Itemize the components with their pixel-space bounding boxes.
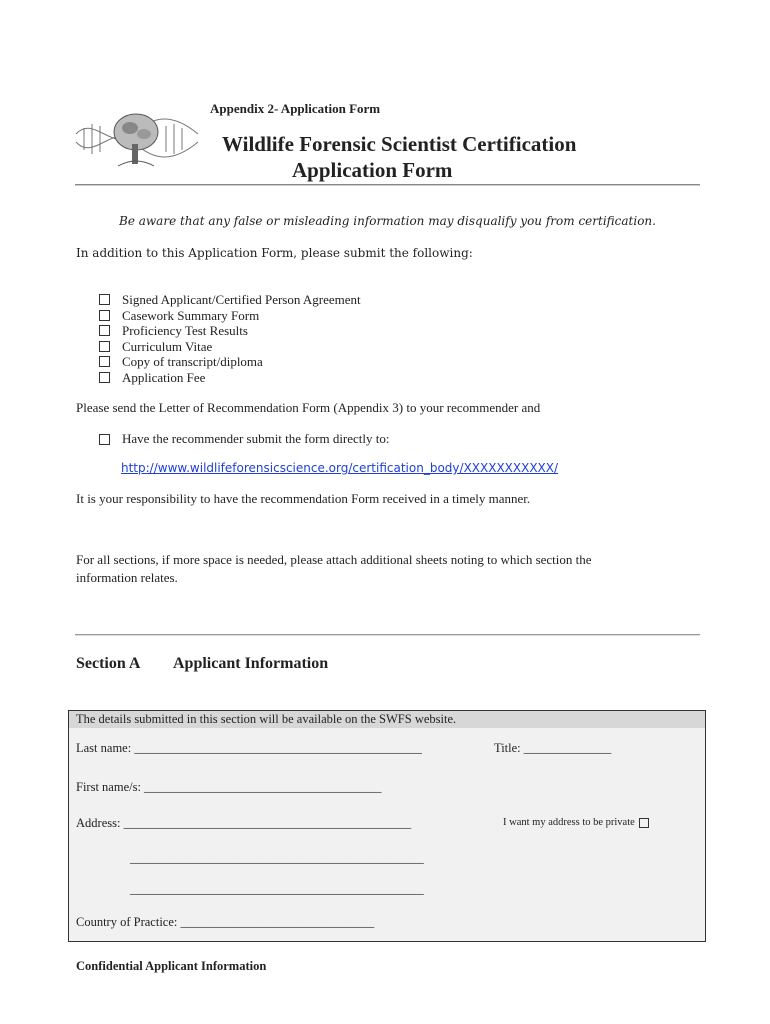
checkbox[interactable] — [99, 372, 110, 383]
disqualify-warning: Be aware that any false or misleading information may disqualify you from certification. — [119, 214, 656, 228]
address-private-option[interactable] — [503, 817, 649, 828]
last-name-field[interactable]: Last name: ______________________________________________ — [76, 741, 422, 755]
submission-link[interactable]: http://www.wildlifeforensicscience.org/certification_body/XXXXXXXXXXX/ — [121, 461, 559, 475]
checkbox[interactable] — [99, 356, 110, 367]
submission-checklist — [99, 292, 361, 385]
checkbox[interactable] — [99, 341, 110, 352]
address-private-checkbox[interactable] — [639, 818, 649, 828]
checkbox[interactable] — [99, 294, 110, 305]
submission-intro: In addition to this Application Form, please submit the following: — [76, 246, 473, 260]
checklist-item[interactable]: Application Fee — [99, 370, 361, 386]
address-line-2[interactable]: _______________________________________________ — [130, 851, 424, 865]
checklist-item[interactable]: Curriculum Vitae — [99, 339, 361, 355]
first-name-field[interactable]: First name/s: ______________________________________ — [76, 780, 382, 794]
dna-tree-logo-icon — [74, 104, 200, 172]
checkbox[interactable] — [99, 434, 110, 445]
title-field[interactable]: Title: ______________ — [494, 741, 612, 755]
appendix-label: Appendix 2- Application Form — [210, 101, 381, 116]
recommender-checkbox-row[interactable]: Have the recommender submit the form directly to: — [99, 431, 390, 447]
address-private-label: I want my address to be private — [503, 817, 635, 828]
header-divider — [75, 184, 700, 186]
confidential-heading: Confidential Applicant Information — [76, 959, 267, 973]
checkbox[interactable] — [99, 325, 110, 336]
section-label: Section A — [76, 655, 141, 672]
checklist-item[interactable]: Copy of transcript/diploma — [99, 354, 361, 370]
recommendation-instructions: Please send the Letter of Recommendation Form (Appendix 3) to your recommender and — [76, 400, 541, 415]
country-field[interactable]: Country of Practice: _______________________________ — [76, 915, 375, 929]
section-title: Applicant Information — [173, 655, 329, 672]
checklist-item[interactable]: Proficiency Test Results — [99, 323, 361, 339]
responsibility-note: It is your responsibility to have the recommendation Form received in a timely manner. — [76, 491, 531, 506]
form-subtitle: Application Form — [292, 158, 453, 182]
checklist-item[interactable]: Signed Applicant/Certified Person Agreement — [99, 292, 361, 308]
checklist-item[interactable]: Casework Summary Form — [99, 308, 361, 324]
form-title: Wildlife Forensic Scientist Certification — [222, 132, 577, 156]
section-divider — [75, 634, 700, 636]
address-field[interactable]: Address: ______________________________________________ — [76, 816, 412, 830]
panel-note: The details submitted in this section will be available on the SWFS website. — [76, 712, 457, 726]
extra-space-note: For all sections, if more space is needed, please attach additional sheets noting to which section the — [76, 552, 592, 567]
checkbox[interactable] — [99, 310, 110, 321]
address-line-3[interactable]: _______________________________________________ — [130, 882, 424, 896]
extra-space-note-cont: information relates. — [76, 570, 178, 585]
